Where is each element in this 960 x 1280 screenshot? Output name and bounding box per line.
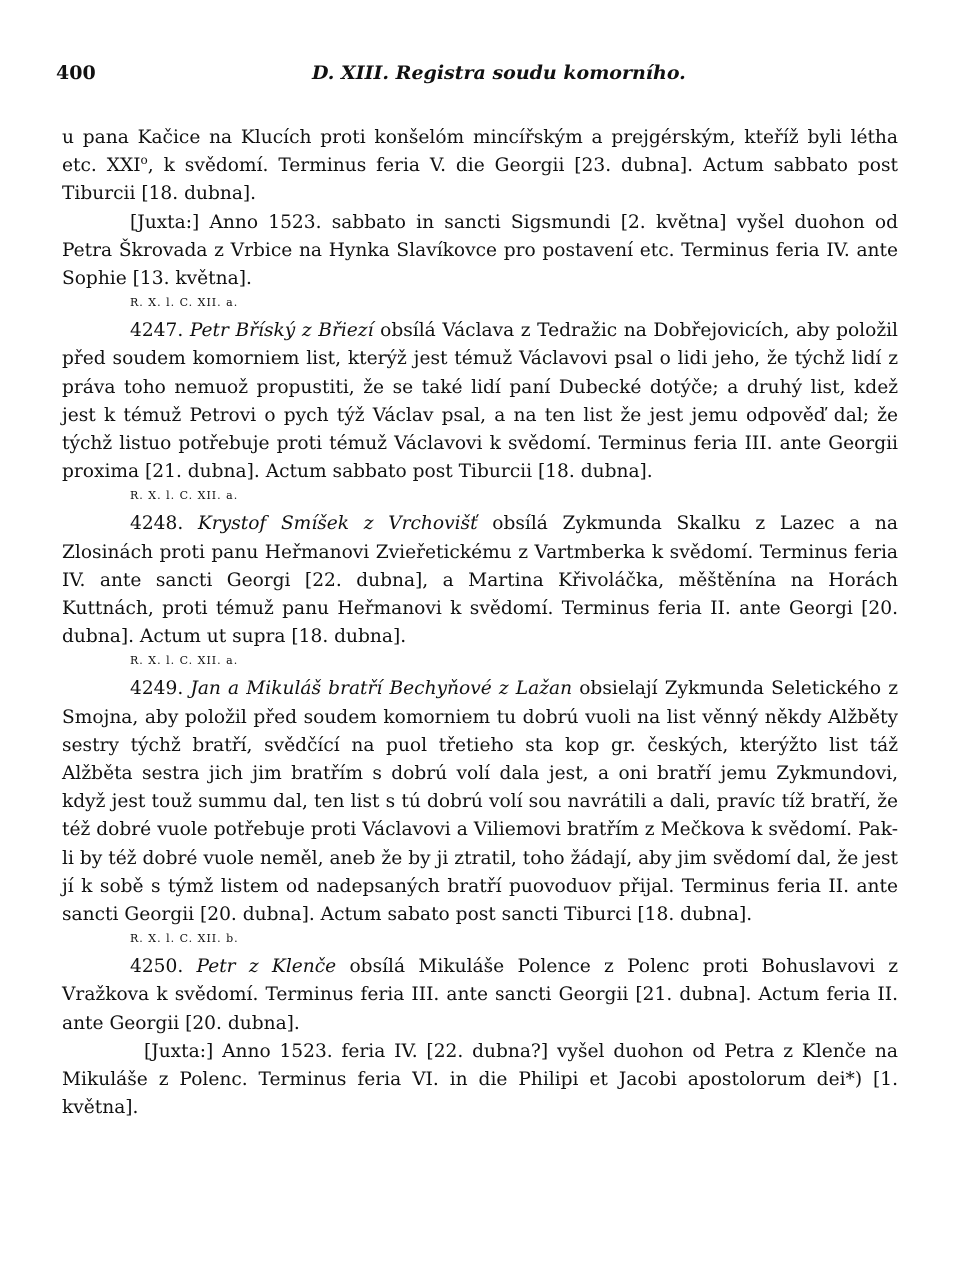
paragraph-juxta-note: [Juxta:] Anno 1523. sabbato in sancti Sigsmundi [2. května] vyšel duohon od Petra Škrovada z Vrbice na Hynka Slavíkovce pro postavení etc. Terminus feria IV. ante Sophie [13. května]. bbox=[62, 211, 898, 290]
paragraph-continuation: u pana Kačice na Klucích proti konšelóm mincířským a prejgérským, kteříž byli létha etc. XXI$^o$, k svědomí. Terminus feria V. die Georgii [23. dubna]. Actum sabbato post Tiburcii [18. dubna]. bbox=[62, 127, 899, 205]
paragraph-juxta-note: [Juxta:] Anno 1523. feria IV. [22. dubna?] vyšel duohon od Petra z Klenče na Mikuláše z Polenc. Terminus feria VI. in die Philipi et Jacobi apostolorum dei*) [1. května]. bbox=[62, 1040, 898, 1119]
entry-number: 4248. bbox=[130, 513, 184, 535]
entry-4247 bbox=[62, 317, 898, 486]
entry-number: 4249. bbox=[130, 678, 184, 700]
entry-text: obsílá Zykmunda Skalku z Lazec a na Zlosinách proti panu Heřmanovi Zvieřetickému z Vartmberka k svědomí. Terminus feria IV. ante sancti Georgi [22. dubna], a Martina Křivoláčka, měštěnína na Horách Kuttnách, proti témuž panu Heřmanovi k svědomí. Terminus feria II. ante Georgi [20. dubna]. Actum ut supra [18. dubna]. bbox=[62, 513, 898, 648]
running-title: D. XIII. Registra soudu komorního. bbox=[312, 62, 686, 84]
register-reference: R. X. l. C. XII. b. bbox=[130, 932, 239, 946]
entry-number: 4247. bbox=[130, 320, 184, 342]
page-header bbox=[56, 62, 898, 90]
entry-name: Petr Bříský z Břiezí bbox=[189, 320, 374, 342]
entry-number: 4250. bbox=[130, 956, 184, 978]
register-reference: R. X. l. C. XII. a. bbox=[130, 654, 239, 668]
entry-name: Krystof Smíšek z Vrchovišť bbox=[197, 513, 478, 535]
entry-4249 bbox=[62, 675, 898, 929]
page bbox=[56, 62, 899, 1123]
entry-text: obsílá Václava z Tedražic na Dobřejovicích, aby položil před soudem komorniem list, kterýž jest témuž Václavovi psal o lidi jeho, že týchž lidí z práva toho nemuož propustiti, že se také lidí paní Dubecké dotýče; a druhý list, kdež jest k témuž Petrovi o pych týž Václav psal, a na ten list že jest jemu odpověď dal; že týchž listuo potřebuje proti témuž Václavovi k svědomí. Terminus feria III. ante Georgii proxima [21. dubna]. Actum sabbato post Tiburcii [18. dubna]. bbox=[62, 320, 899, 483]
register-reference: R. X. l. C. XII. a. bbox=[130, 489, 239, 503]
entry-4248 bbox=[62, 510, 898, 651]
entry-text: obsílá Mikuláše Polence z Polenc proti Bohuslavovi z Vražkova k svědomí. Terminus feria III. ante sancti Georgii [21. dubna]. Actum feria II. ante Georgii [20. dubna]. bbox=[62, 956, 898, 1034]
entry-text: obsielají Zykmunda Seletického z Smojna, aby položil před soudem komorniem tu dobrú vuoli na list věnný někdy Alžběty sestry týchž bratří, svědčící na puol třetieho sta kop gr. českých, kterýžto list táž Alžběta sestra jich jim bratřím s dobrú volí dala jest, a oni bratří jemu Zykmundovi, když jest touž summu dal, ten list s tú dobrú volí sou navrátili a dali, pravíc tíž bratří, že též dobré vuole potřebuje proti Václavovi a Viliemovi bratřím z Mečkova k svědomí. Pak-li by též dobré vuole neměl, aneb že by ji ztratil, toho žádají, aby jim svědomí dal, že jest jí k sobě s týmž listem od nadepsaných bratří puovoduov přijal. Terminus feria II. ante sancti Georgii [20. dubna]. Actum sabato post sancti Tiburci [18. dubna]. bbox=[62, 678, 898, 926]
register-reference: R. X. l. C. XII. a. bbox=[130, 296, 239, 310]
entry-name: Petr z Klenče bbox=[196, 956, 337, 978]
entry-4250 bbox=[62, 953, 898, 1038]
entry-name: Jan a Mikuláš bratří Bechyňové z Lažan bbox=[190, 678, 573, 700]
page-number: 400 bbox=[56, 62, 96, 84]
